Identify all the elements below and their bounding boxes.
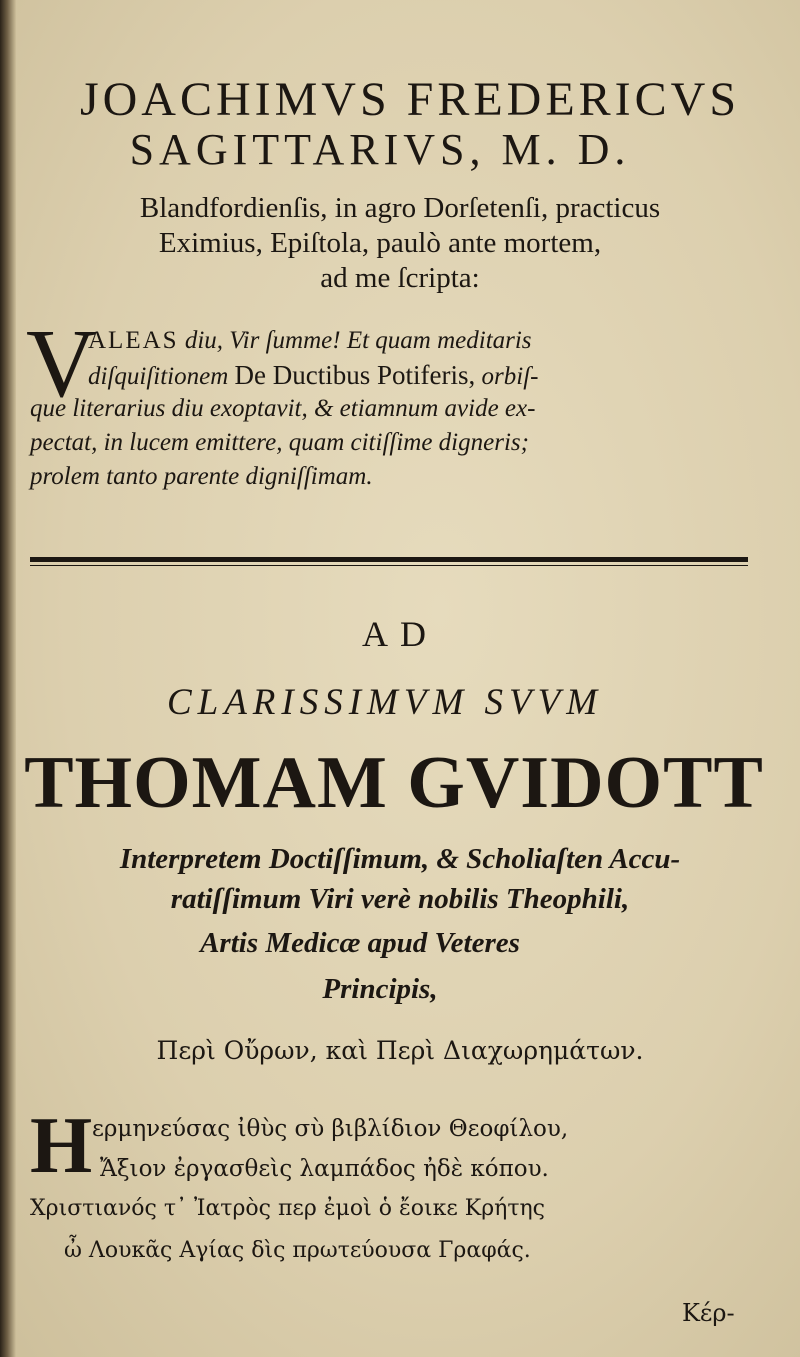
author-name-line1: JOACHIMVS FREDERICVS — [79, 73, 741, 126]
letter-drop-cap: V — [26, 310, 97, 418]
letter-line2-b: De Ductibus Potiferis, — [234, 360, 476, 390]
subtitle-line1: Blandfordienſis, in agro Dorſetenſi, practicus — [139, 192, 661, 224]
dedication-line3: Artis Medicæ apud Veteres — [200, 927, 520, 959]
dedicatee-name: THOMAM GVIDOTT — [24, 742, 764, 824]
letter-paragraph — [26, 310, 766, 498]
poem-drop-cap: H — [30, 1102, 93, 1190]
poem-line1: ερμηνεύσας ἰθὺς σὺ βιβλίδιον Θεοφίλου, — [92, 1116, 569, 1142]
catchword: Κέρ- — [682, 1299, 735, 1327]
letter-line4: pectat, in lucem emittere, quam citiſſime digneris; — [30, 429, 529, 456]
subtitle-line2: Eximius, Epiſtola, paulò ante mortem, — [158, 227, 602, 259]
greek-title: Περὶ Οὔρων, καὶ Περὶ Διαχωρημάτων. — [156, 1036, 644, 1065]
letter-line3: que literarius diu exoptavit, & etiamnum avide ex- — [30, 395, 536, 422]
letter-line2 — [88, 360, 538, 392]
letter-line2-c: orbiſ- — [481, 363, 539, 390]
page-gutter-shadow — [0, 0, 16, 1357]
subtitle-line3: ad me ſcripta: — [320, 262, 480, 294]
dedication-clarissimum: CLARISSIMVM SVVM — [166, 682, 604, 723]
letter-line1 — [88, 326, 532, 356]
dedication-line2: ratiſſimum Viri verè nobilis Theophili, — [170, 883, 630, 915]
author-name-line2: SAGITTARIVS, M. D. — [129, 125, 631, 174]
divider-rule-thick — [30, 557, 748, 562]
greek-poem — [30, 1102, 770, 1308]
dedication-line4: Principis, — [322, 973, 438, 1005]
letter-line2-a: diſquiſitionem — [88, 363, 229, 390]
poem-line4: ὦ Λουκᾶς Αγίας δὶς πρωτεύουσα Γραφάς. — [64, 1238, 531, 1263]
divider-rule-thin — [30, 565, 748, 566]
letter-line1-caps: ALEAS — [88, 327, 179, 354]
letter-line1-rest: diu, Vir ſumme! Et quam meditaris — [184, 327, 532, 354]
dedication-ad: AD — [362, 614, 438, 654]
poem-line3: Χριστιανός τ᾽ Ἰατρὸς περ ἐμοὶ ὁ ἔοικε Κρήτης — [30, 1196, 546, 1221]
poem-line2: Ἄξιον ἐργασθεὶς λαμπάδος ἠδὲ κόπου. — [100, 1156, 549, 1182]
dedication-line1: Interpretem Doctiſſimum, & Scholiaſten Accu- — [119, 843, 681, 875]
letter-line5: prolem tanto parente digniſſimam. — [30, 463, 373, 490]
